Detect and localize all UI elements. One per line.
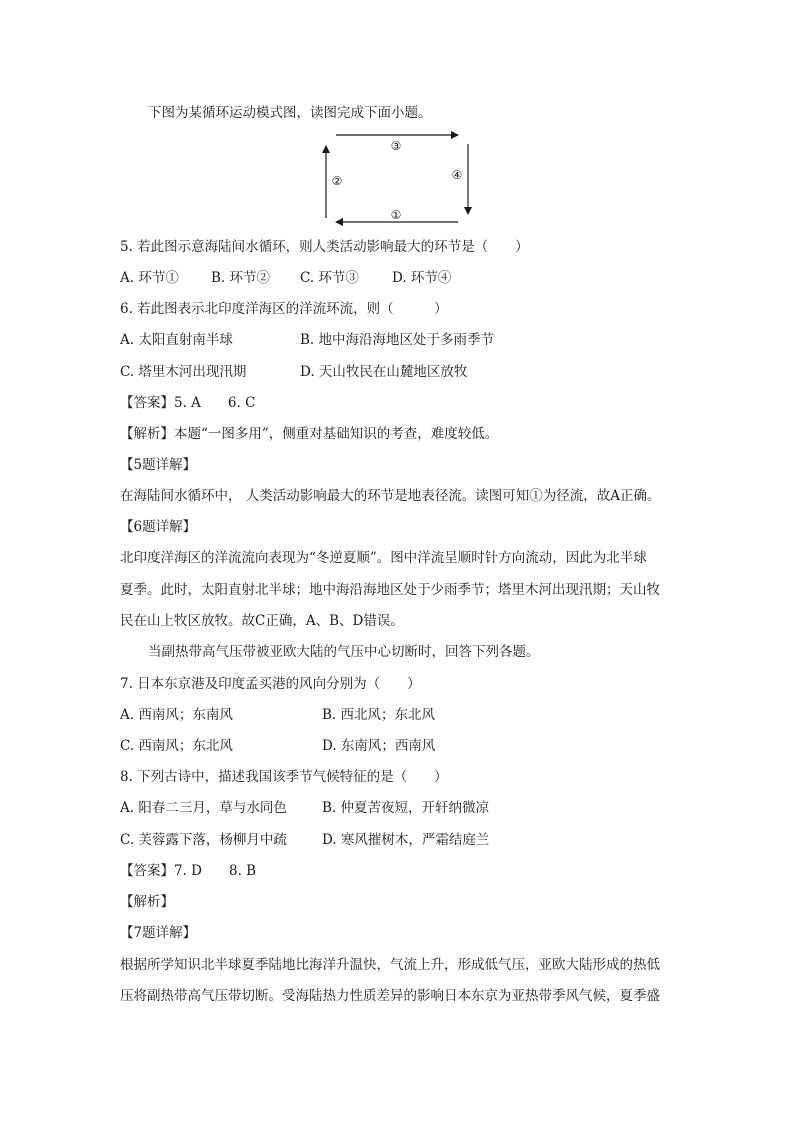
q6-option-c: C. 塔里木河出现汛期 <box>120 364 247 380</box>
q7-option-d: D. 东南风；西南风 <box>322 738 436 754</box>
label-2: ② <box>331 174 343 188</box>
intro-question-7-8: 当副热带高气压带被亚欧大陆的气压中心切断时，回答下列各题。 <box>148 644 540 660</box>
detail-7-title: 【7题详解】 <box>120 925 197 941</box>
intro-question-5-6: 下图为某循环运动模式图，读图完成下面小题。 <box>148 105 432 121</box>
q5-option-a: A. 环节① <box>120 270 179 286</box>
q7-option-a: A. 西南风；东南风 <box>120 707 233 723</box>
detail-5-title: 【5题详解】 <box>120 457 197 473</box>
label-1: ① <box>390 208 402 222</box>
q6-option-a: A. 太阳直射南半球 <box>120 332 233 348</box>
q8-option-a: A. 阳春二三月，草与水同色 <box>120 800 287 816</box>
q7-option-c: C. 西南风；东北风 <box>120 738 233 754</box>
label-4: ④ <box>451 168 463 182</box>
analysis-7-8: 【解析】 <box>120 894 174 910</box>
detail-6-title: 【6题详解】 <box>120 519 197 535</box>
cycle-diagram <box>318 126 478 230</box>
detail-6-line-2: 夏季。此时，太阳直射北半球；地中海沿海地区处于少雨季节；塔里木河出现汛期；天山牧 <box>120 582 660 598</box>
label-3: ③ <box>390 139 402 153</box>
cycle-diagram-svg <box>318 126 478 230</box>
q8-option-c: C. 芙蓉露下落，杨柳月中疏 <box>120 832 287 848</box>
detail-6-line-3: 民在山上牧区放牧。故C正确，A、B、D错误。 <box>120 613 404 629</box>
detail-6-line-1: 北印度洋海区的洋流流向表现为“冬逆夏顺”。图中洋流呈顺时针方向流动，因此为北半球 <box>120 550 647 566</box>
answer-7-8: 【答案】7. D 8. B <box>120 863 257 879</box>
detail-7-line-1: 根据所学知识北半球夏季陆地比海洋升温快，气流上升，形成低气压，亚欧大陆形成的热低 <box>120 957 660 973</box>
q8-option-d: D. 寒风摧树木，严霜结庭兰 <box>322 832 490 848</box>
q5-option-b: B. 环节② <box>211 270 271 286</box>
q5-option-c: C. 环节③ <box>300 270 359 286</box>
question-5-stem: 5. 若此图示意海陆间水循环，则人类活动影响最大的环节是（ ） <box>120 239 529 255</box>
q6-option-d: D. 天山牧民在山麓地区放牧 <box>300 364 468 380</box>
answer-5-6: 【答案】5. A 6. C <box>120 395 256 411</box>
q8-option-b: B. 仲夏苦夜短，开轩纳微凉 <box>322 800 490 816</box>
q5-option-d: D. 环节④ <box>392 270 452 286</box>
q6-option-b: B. 地中海沿海地区处于多雨季节 <box>300 332 495 348</box>
question-8-stem: 8. 下列古诗中，描述我国该季节气候特征的是（ ） <box>120 769 448 785</box>
q7-option-b: B. 西北风；东北风 <box>322 707 436 723</box>
detail-7-line-2: 压将副热带高气压带切断。受海陆热力性质差异的影响日本东京为亚热带季风气候，夏季盛 <box>120 988 660 1004</box>
analysis-5-6: 【解析】本题“一图多用”，侧重对基础知识的考查，难度较低。 <box>120 426 499 442</box>
detail-5-text: 在海陆间水循环中， 人类活动影响最大的环节是地表径流。读图可知①为径流，故A正确。 <box>120 488 661 504</box>
question-7-stem: 7. 日本东京港及印度孟买港的风向分别为（ ） <box>120 676 421 692</box>
question-6-stem: 6. 若此图表示北印度洋海区的洋流环流，则（ ） <box>120 301 448 317</box>
